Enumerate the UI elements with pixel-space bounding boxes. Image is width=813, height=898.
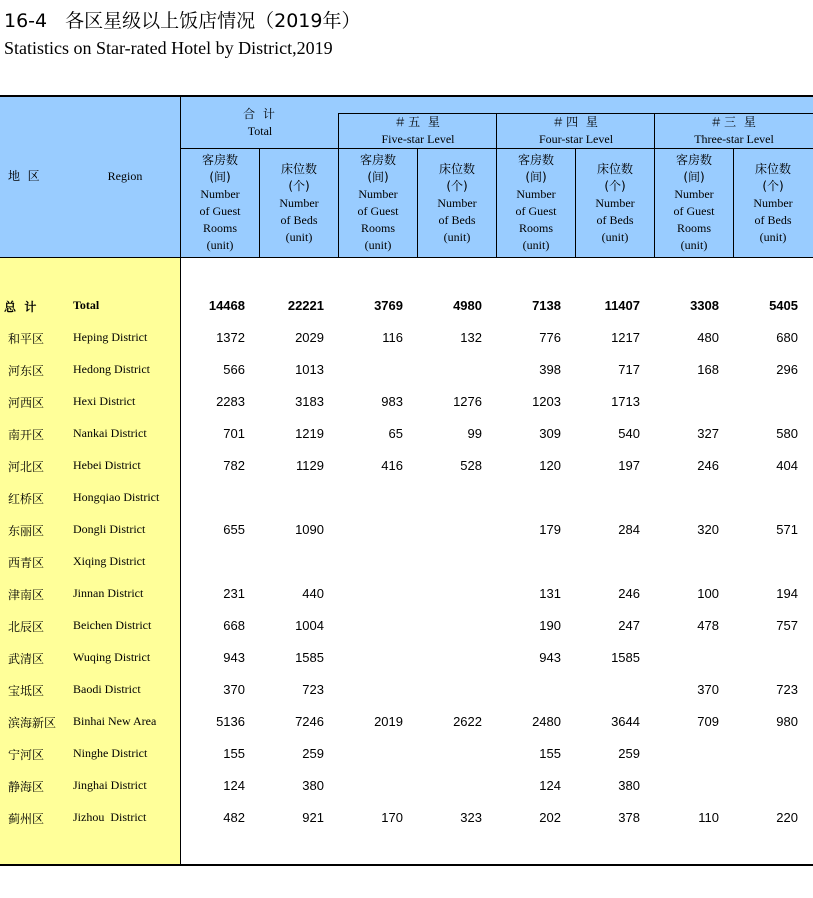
- value-cell: 980: [776, 714, 798, 729]
- value-cell: 1713: [611, 394, 640, 409]
- value-cell: 943: [539, 650, 561, 665]
- value-cell: 478: [697, 618, 719, 633]
- value-cell: 983: [381, 394, 403, 409]
- value-cell: 100: [697, 586, 719, 601]
- table-row: [0, 554, 813, 574]
- value-cell: 202: [539, 810, 561, 825]
- group-header-three-star: ＃三 星 Three-star Level: [694, 115, 774, 146]
- value-cell: 378: [618, 810, 640, 825]
- value-cell: 1585: [611, 650, 640, 665]
- value-cell: 1004: [295, 618, 324, 633]
- region-header-en: Region: [107, 169, 143, 183]
- region-name-en: Beichen District: [73, 618, 152, 632]
- value-cell: 782: [223, 458, 245, 473]
- subheader-rooms: 客房数 (间) Number of Guest Rooms (unit): [357, 153, 399, 252]
- value-cell: 4980: [453, 298, 482, 313]
- value-cell: 480: [697, 330, 719, 345]
- value-cell: 2283: [216, 394, 245, 409]
- subheader-rooms: 客房数 (间) Number of Guest Rooms (unit): [515, 153, 557, 252]
- value-cell: 680: [776, 330, 798, 345]
- table-row: [0, 682, 813, 702]
- value-cell: 440: [302, 586, 324, 601]
- table-row: [0, 522, 813, 542]
- value-cell: 320: [697, 522, 719, 537]
- total-row: [0, 298, 813, 318]
- region-header-cn: 地 区: [8, 169, 40, 183]
- region-name-en: Total: [73, 298, 100, 312]
- value-cell: 132: [460, 330, 482, 345]
- region-name-cn: 津南区: [8, 588, 45, 602]
- subheader-beds: 床位数 (个) Number of Beds (unit): [595, 162, 635, 244]
- value-cell: 528: [460, 458, 482, 473]
- table-row: [0, 458, 813, 478]
- value-cell: 1219: [295, 426, 324, 441]
- value-cell: 197: [618, 458, 640, 473]
- value-cell: 1203: [532, 394, 561, 409]
- value-cell: 370: [697, 682, 719, 697]
- value-cell: 2622: [453, 714, 482, 729]
- value-cell: 1129: [296, 458, 324, 473]
- value-cell: 723: [776, 682, 798, 697]
- value-cell: 921: [302, 810, 324, 825]
- region-name-cn: 红桥区: [8, 492, 45, 506]
- region-name-cn: 东丽区: [8, 524, 45, 538]
- region-name-en: Dongli District: [73, 522, 146, 536]
- header-bottom-rule: [0, 257, 813, 258]
- value-cell: 723: [302, 682, 324, 697]
- value-cell: 380: [618, 778, 640, 793]
- table-row: [0, 586, 813, 606]
- table-row: [0, 426, 813, 446]
- value-cell: 2019: [374, 714, 403, 729]
- value-cell: 5136: [216, 714, 245, 729]
- region-name-en: Jinnan District: [73, 586, 144, 600]
- region-name-cn: 河西区: [8, 396, 45, 410]
- region-name-cn: 宝坻区: [8, 684, 45, 698]
- table-row: [0, 490, 813, 510]
- value-cell: 190: [539, 618, 561, 633]
- group-header-five-star: ＃五 星 Five-star Level: [381, 115, 455, 146]
- value-cell: 1585: [295, 650, 324, 665]
- value-cell: 5405: [769, 298, 798, 313]
- value-cell: 482: [223, 810, 245, 825]
- value-cell: 540: [618, 426, 640, 441]
- region-name-cn: 静海区: [8, 780, 45, 794]
- value-cell: 655: [223, 522, 245, 537]
- region-name-cn: 北辰区: [8, 620, 45, 634]
- region-name-cn: 南开区: [8, 428, 45, 442]
- value-cell: 1372: [216, 330, 245, 345]
- value-cell: 668: [223, 618, 245, 633]
- table-row: [0, 394, 813, 414]
- value-cell: 170: [381, 810, 403, 825]
- value-cell: 231: [223, 586, 245, 601]
- subheader-rooms: 客房数 (间) Number of Guest Rooms (unit): [673, 153, 715, 252]
- value-cell: 398: [539, 362, 561, 377]
- table-row: [0, 330, 813, 350]
- value-cell: 580: [776, 426, 798, 441]
- subheader-rooms: 客房数 (间) Number of Guest Rooms (unit): [199, 153, 241, 252]
- region-name-cn: 武清区: [8, 652, 45, 666]
- value-cell: 124: [539, 778, 561, 793]
- value-cell: 571: [776, 522, 798, 537]
- value-cell: 116: [382, 330, 403, 345]
- table-number: 16-4: [4, 10, 48, 32]
- value-cell: 179: [539, 522, 561, 537]
- region-name-cn: 宁河区: [8, 748, 45, 762]
- region-name-cn: 河东区: [8, 364, 45, 378]
- value-cell: 99: [467, 426, 482, 441]
- value-cell: 7138: [532, 298, 561, 313]
- value-cell: 1276: [453, 394, 482, 409]
- table-row: [0, 810, 813, 830]
- region-name-cn: 和平区: [8, 332, 45, 346]
- subheader-rule: [181, 148, 813, 149]
- value-cell: 155: [539, 746, 561, 761]
- bottom-rule: [0, 864, 813, 866]
- value-cell: 259: [618, 746, 640, 761]
- value-cell: 380: [302, 778, 324, 793]
- group-header-total: 合 计 Total: [243, 107, 277, 138]
- value-cell: 2029: [295, 330, 324, 345]
- value-cell: 110: [698, 810, 719, 825]
- value-cell: 309: [539, 426, 561, 441]
- value-cell: 259: [302, 746, 324, 761]
- value-cell: 709: [697, 714, 719, 729]
- value-cell: 120: [539, 458, 561, 473]
- value-cell: 246: [697, 458, 719, 473]
- table-row: [0, 650, 813, 670]
- value-cell: 247: [618, 618, 640, 633]
- region-name-en: Jizhou District: [73, 810, 147, 824]
- value-cell: 1217: [611, 330, 640, 345]
- value-cell: 296: [776, 362, 798, 377]
- value-cell: 3308: [690, 298, 719, 313]
- value-cell: 220: [776, 810, 798, 825]
- region-name-en: Hongqiao District: [73, 490, 160, 504]
- region-name-cn: 西青区: [8, 556, 45, 570]
- region-name-en: Heping District: [73, 330, 148, 344]
- table-title-cn: 各区星级以上饭店情况（2019年）: [65, 10, 361, 32]
- value-cell: 2480: [532, 714, 561, 729]
- subheader-beds: 床位数 (个) Number of Beds (unit): [279, 162, 319, 244]
- value-cell: 404: [776, 458, 798, 473]
- value-cell: 566: [223, 362, 245, 377]
- value-cell: 124: [223, 778, 245, 793]
- region-name-en: Xiqing District: [73, 554, 146, 568]
- region-name-en: Ninghe District: [73, 746, 148, 760]
- page-title-cn: [4, 6, 360, 33]
- value-cell: 370: [223, 682, 245, 697]
- value-cell: 168: [697, 362, 719, 377]
- region-name-en: Hedong District: [73, 362, 150, 376]
- value-cell: 323: [460, 810, 482, 825]
- value-cell: 7246: [295, 714, 324, 729]
- region-name-cn: 蓟州区: [8, 812, 45, 826]
- region-name-en: Hebei District: [73, 458, 141, 472]
- value-cell: 701: [223, 426, 245, 441]
- region-name-en: Hexi District: [73, 394, 136, 408]
- value-cell: 3644: [611, 714, 640, 729]
- value-cell: 246: [618, 586, 640, 601]
- value-cell: 14468: [208, 298, 245, 313]
- region-name-en: Wuqing District: [73, 650, 151, 664]
- page-title-en: Statistics on Star-rated Hotel by District,2019: [4, 38, 333, 58]
- value-cell: 717: [618, 362, 640, 377]
- value-cell: 943: [223, 650, 245, 665]
- value-cell: 776: [539, 330, 561, 345]
- region-name-cn: 滨海新区: [8, 716, 57, 730]
- value-cell: 65: [388, 426, 403, 441]
- value-cell: 1090: [295, 522, 324, 537]
- table-row: [0, 746, 813, 766]
- group-header-four-star: ＃四 星 Four-star Level: [538, 115, 614, 146]
- region-name-en: Nankai District: [73, 426, 147, 440]
- value-cell: 194: [776, 586, 798, 601]
- region-name-cn: 总 计: [4, 300, 37, 314]
- region-name-en: Binhai New Area: [73, 714, 157, 728]
- value-cell: 131: [539, 586, 561, 601]
- value-cell: 155: [223, 746, 245, 761]
- value-cell: 416: [381, 458, 403, 473]
- value-cell: 757: [776, 618, 798, 633]
- value-cell: 22221: [287, 298, 324, 313]
- table-row: [0, 714, 813, 734]
- value-cell: 327: [697, 426, 719, 441]
- value-cell: 3183: [295, 394, 324, 409]
- value-cell: 11407: [604, 298, 640, 313]
- table-row: [0, 618, 813, 638]
- subheader-beds: 床位数 (个) Number of Beds (unit): [753, 162, 793, 244]
- value-cell: 3769: [374, 298, 403, 313]
- table-row: [0, 362, 813, 382]
- top-rule: [0, 95, 813, 97]
- table-row: [0, 778, 813, 798]
- region-name-cn: 河北区: [8, 460, 45, 474]
- subheader-beds: 床位数 (个) Number of Beds (unit): [437, 162, 477, 244]
- value-cell: 284: [618, 522, 640, 537]
- region-name-en: Baodi District: [73, 682, 141, 696]
- value-cell: 1013: [295, 362, 324, 377]
- region-name-en: Jinghai District: [73, 778, 147, 792]
